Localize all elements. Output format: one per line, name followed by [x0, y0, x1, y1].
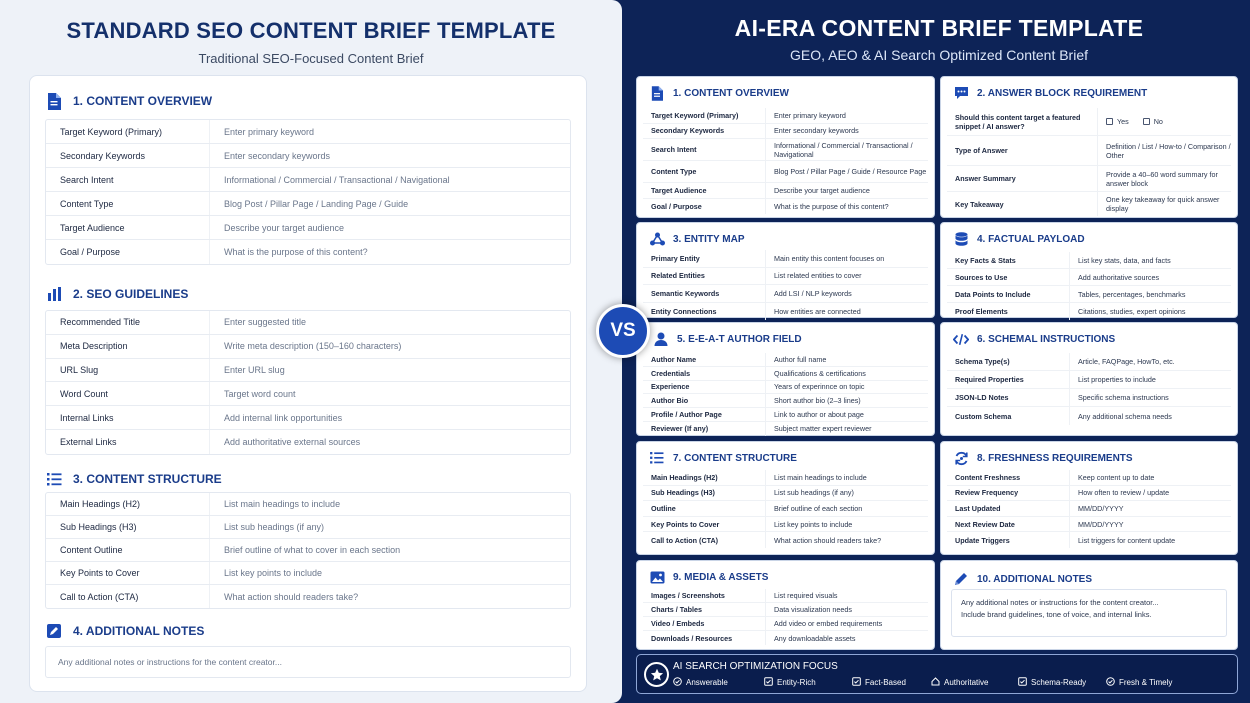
- card-table: [643, 108, 928, 214]
- card-header: [953, 450, 1133, 466]
- row-label: Target Audience: [60, 222, 125, 233]
- section-additional-notes: [45, 622, 204, 640]
- row-input[interactable]: List key stats, data, and facts: [1069, 252, 1231, 268]
- row-label: Recommended Title: [60, 317, 141, 328]
- standard-brief-title: STANDARD SEO CONTENT BRIEF TEMPLATE: [66, 18, 556, 43]
- table-row: [947, 192, 1231, 216]
- row-label: Secondary Keywords: [651, 126, 725, 136]
- row-input[interactable]: Enter primary keyword: [765, 108, 928, 123]
- row-input[interactable]: Brief outline of what to cover in each section: [209, 539, 570, 561]
- row-input[interactable]: List properties to include: [1069, 371, 1231, 388]
- section-content-overview: [45, 92, 212, 110]
- row-label: Schema Type(s): [955, 357, 1010, 366]
- card-title: 5. E-E-A-T AUTHOR FIELD: [677, 333, 802, 345]
- card-content-structure: [636, 441, 935, 555]
- card-table: [947, 252, 1231, 320]
- card-entity-map: [636, 222, 935, 318]
- section-title: 1. CONTENT OVERVIEW: [73, 94, 213, 108]
- row-label: Primary Entity: [651, 253, 700, 263]
- card-title: 10. ADDITIONAL NOTES: [977, 573, 1093, 585]
- row-label: Call to Action (CTA): [60, 591, 139, 602]
- card-title: 3. ENTITY MAP: [673, 233, 745, 245]
- card-table: [947, 470, 1231, 548]
- row-input[interactable]: Enter secondary keywords: [209, 144, 570, 167]
- focus-title: AI SEARCH OPTIMIZATION FOCUS: [673, 661, 838, 672]
- card-eeat-author: [636, 322, 935, 436]
- focus-item: Fresh & Timely: [1106, 677, 1172, 688]
- row-label: Outline: [651, 503, 676, 513]
- row-input[interactable]: Add video or embed requirements: [765, 617, 928, 630]
- row-input[interactable]: One key takeaway for quick answer display: [1097, 192, 1231, 216]
- table-row: [46, 168, 570, 192]
- table-row: [947, 407, 1231, 425]
- row-label: Should this content target a featured snippet / AI answer?: [955, 112, 1081, 131]
- row-input[interactable]: List key points to include: [209, 562, 570, 584]
- row-label: Answer Summary: [955, 174, 1016, 183]
- table-row: [643, 617, 928, 631]
- card-header: [649, 450, 797, 466]
- table-row: [46, 562, 570, 585]
- row-input[interactable]: Add LSI / NLP keywords: [765, 285, 928, 302]
- row-input[interactable]: Informational / Commercial / Transactional / Navigational: [765, 139, 928, 160]
- section-title: 4. ADDITIONAL NOTES: [73, 624, 205, 638]
- row-input[interactable]: What action should readers take?: [765, 532, 928, 548]
- table-row: [643, 486, 928, 502]
- table-row: [46, 430, 570, 454]
- table-row: [46, 311, 570, 335]
- row-label: Content Type: [60, 198, 114, 209]
- table-row: [643, 367, 928, 381]
- row-input[interactable]: Add authoritative external sources: [209, 430, 570, 454]
- check-circle-icon: [1106, 677, 1115, 688]
- table-row: [643, 589, 928, 603]
- table-row: [46, 144, 570, 168]
- table-row: [643, 250, 928, 268]
- row-label: Proof Elements: [955, 307, 1008, 316]
- card-table: [643, 589, 928, 645]
- row-label: Secondary Keywords: [60, 150, 146, 161]
- row-input[interactable]: Citations, studies, expert opinions: [1069, 303, 1231, 320]
- row-label: Content Outline: [60, 545, 123, 555]
- row-input[interactable]: Any downloadable assets: [765, 631, 928, 645]
- row-label: Type of Answer: [955, 146, 1008, 155]
- row-input[interactable]: Years of experinnce on topic: [765, 381, 928, 394]
- table-row: [947, 166, 1231, 192]
- row-input[interactable]: Informational / Commercial / Transactional / Navigational: [209, 168, 570, 191]
- row-label: Review Frequency: [955, 488, 1019, 498]
- table-row: [947, 286, 1231, 303]
- focus-items: [673, 677, 1172, 688]
- table-row: [643, 183, 928, 199]
- network-icon: [649, 231, 665, 247]
- row-label: Key Facts & Stats: [955, 255, 1016, 265]
- row-input[interactable]: Specific schema instructions: [1069, 389, 1231, 406]
- table-row: [947, 532, 1231, 548]
- table-row: [46, 216, 570, 240]
- content-structure-table: [45, 492, 571, 609]
- table-row: [643, 199, 928, 215]
- check-square-icon: [852, 677, 861, 688]
- row-label: Entity Connections: [651, 306, 717, 316]
- row-label: Main Headings (H2): [60, 499, 141, 509]
- row-input[interactable]: Write meta description (150–160 characters): [209, 335, 570, 358]
- vs-badge: VS: [596, 304, 650, 358]
- pencil-icon: [45, 622, 63, 640]
- row-input[interactable]: What is the purpose of this content?: [209, 240, 570, 264]
- card-header: [953, 331, 1115, 347]
- table-row: [643, 161, 928, 183]
- row-label: Video / Embeds: [651, 619, 705, 628]
- table-row: [46, 240, 570, 264]
- row-label: Experience: [651, 382, 690, 392]
- row-input[interactable]: Main entity this content focuses on: [765, 250, 928, 267]
- row-input[interactable]: Tables, percentages, benchmarks: [1069, 286, 1231, 302]
- row-label: External Links: [60, 436, 117, 447]
- table-row: [643, 353, 928, 367]
- row-input[interactable]: Describe your target audience: [209, 216, 570, 239]
- table-row: [947, 470, 1231, 486]
- row-input[interactable]: List sub headings (if any): [765, 486, 928, 501]
- row-label: URL Slug: [60, 364, 99, 375]
- standard-brief-panel: [0, 0, 622, 703]
- row-input[interactable]: MM/DD/YYYY: [1069, 517, 1231, 532]
- seo-guidelines-table: [45, 310, 571, 455]
- row-input[interactable]: Target word count: [209, 382, 570, 405]
- focus-item: Fact-Based: [852, 677, 931, 688]
- table-row: [46, 120, 570, 144]
- row-input[interactable]: How entities are connected: [765, 303, 928, 321]
- row-input[interactable]: How often to review / update: [1069, 486, 1231, 501]
- row-label: Content Type: [651, 167, 697, 176]
- row-label: Goal / Purpose: [60, 247, 121, 257]
- home-icon: [931, 677, 940, 688]
- row-label: Author Name: [651, 354, 697, 364]
- card-header: [953, 571, 1092, 587]
- yes-checkbox[interactable]: Yes: [1106, 117, 1129, 126]
- row-input[interactable]: Blog Post / Pillar Page / Guide / Resource Page: [765, 161, 928, 182]
- card-title: 6. SCHEMAL INSTRUCTIONS: [977, 333, 1116, 345]
- card-table: [643, 353, 928, 436]
- row-label: Custom Schema: [955, 411, 1012, 421]
- table-row: [643, 603, 928, 617]
- table-row: [46, 585, 570, 608]
- standard-brief-subtitle: Traditional SEO-Focused Content Brief: [198, 51, 424, 66]
- table-row: [947, 136, 1231, 166]
- row-label: Sources to Use: [955, 272, 1008, 282]
- row-input[interactable]: What action should readers take?: [209, 585, 570, 608]
- table-row: [643, 108, 928, 124]
- pencil-icon: [953, 571, 969, 587]
- card-schema-instructions: [940, 322, 1238, 436]
- row-label: Charts / Tables: [651, 605, 702, 614]
- row-input[interactable]: What is the purpose of this content?: [765, 199, 928, 215]
- no-checkbox[interactable]: No: [1143, 117, 1163, 126]
- yes-no-options: [1097, 108, 1231, 135]
- row-input[interactable]: Article, FAQPage, HowTo, etc.: [1069, 353, 1231, 370]
- card-title: 7. CONTENT STRUCTURE: [673, 452, 797, 464]
- additional-notes-field[interactable]: [951, 589, 1227, 637]
- row-input[interactable]: List key points to include: [765, 517, 928, 532]
- section-title: 3. CONTENT STRUCTURE: [73, 472, 222, 486]
- table-row: [643, 517, 928, 533]
- table-row: [643, 124, 928, 140]
- table-row: [643, 285, 928, 303]
- focus-item: Entity-Rich: [764, 677, 852, 688]
- row-input[interactable]: Provide a 40–60 word summary for answer block: [1097, 166, 1231, 191]
- row-label: Meta Description: [60, 341, 128, 352]
- row-label: Images / Screenshots: [651, 591, 725, 600]
- check-square-icon: [1018, 677, 1027, 688]
- card-title: 4. FACTUAL PAYLOAD: [977, 233, 1085, 245]
- table-row: [643, 422, 928, 436]
- row-label: Sub Headings (H3): [60, 522, 137, 532]
- row-input[interactable]: Author full name: [765, 353, 928, 366]
- card-header: [953, 231, 1085, 247]
- table-row: [46, 335, 570, 359]
- section-title: 2. SEO GUIDELINES: [73, 287, 189, 301]
- table-row: [643, 268, 928, 286]
- notes-line: Include brand guidelines, tone of voice, and internal links.: [961, 609, 1152, 619]
- table-row: [947, 371, 1231, 389]
- document-icon: [649, 85, 665, 101]
- table-row: [46, 516, 570, 539]
- card-freshness-requirements: [940, 441, 1238, 555]
- row-label: Key Points to Cover: [60, 568, 140, 578]
- table-row: [643, 532, 928, 548]
- table-row: [46, 493, 570, 516]
- focus-item: Authoritative: [931, 677, 1018, 688]
- row-label: Next Review Date: [955, 519, 1015, 529]
- row-label: Call to Action (CTA): [651, 535, 719, 545]
- row-input[interactable]: List sub headings (if any): [209, 516, 570, 538]
- card-additional-notes: [940, 560, 1238, 650]
- ai-search-focus-bar: [636, 654, 1238, 694]
- row-label: Data Points to Include: [955, 289, 1031, 299]
- row-input[interactable]: Any additional schema needs: [1069, 407, 1231, 425]
- card-title: 1. CONTENT OVERVIEW: [673, 87, 789, 99]
- card-table: [643, 250, 928, 320]
- row-label: Key Points to Cover: [651, 519, 720, 529]
- row-input[interactable]: Subject matter expert reviewer: [765, 422, 928, 436]
- focus-item: Answerable: [673, 677, 764, 688]
- ai-brief-title: AI-ERA CONTENT BRIEF TEMPLATE: [734, 15, 1144, 41]
- content-overview-table: [45, 119, 571, 265]
- refresh-icon: [953, 450, 969, 466]
- row-input[interactable]: Qualifications & certifications: [765, 367, 928, 380]
- table-row: [643, 631, 928, 645]
- table-row: [947, 486, 1231, 502]
- table-row: [947, 303, 1231, 320]
- row-label: Content Freshness: [955, 472, 1021, 482]
- row-input[interactable]: Brief outline of each section: [765, 501, 928, 516]
- card-title: 2. ANSWER BLOCK REQUIREMENT: [977, 87, 1148, 99]
- row-label: Semantic Keywords: [651, 288, 720, 298]
- table-row: [46, 406, 570, 430]
- row-label: Search Intent: [651, 145, 697, 154]
- row-label: Credentials: [651, 368, 691, 378]
- bar-chart-icon: [45, 285, 63, 303]
- row-label: Downloads / Resources: [651, 633, 733, 643]
- row-input[interactable]: Describe your target audience: [765, 183, 928, 198]
- additional-notes-field[interactable]: Any additional notes or instructions for the content creator...: [45, 646, 571, 678]
- row-label: Required Properties: [955, 375, 1024, 384]
- list-icon: [45, 470, 63, 488]
- table-row: [947, 501, 1231, 517]
- row-label: Author Bio: [651, 396, 689, 406]
- row-label: Sub Headings (H3): [651, 488, 715, 498]
- row-label: Profile / Author Page: [651, 410, 722, 420]
- table-row: [643, 139, 928, 161]
- standard-brief-card: [29, 75, 587, 692]
- card-media-assets: [636, 560, 935, 650]
- row-input[interactable]: Enter URL slug: [209, 359, 570, 382]
- card-header: [649, 569, 768, 585]
- row-input[interactable]: Enter secondary keywords: [765, 124, 928, 139]
- ai-brief-subtitle: GEO, AEO & AI Search Optimized Content Brief: [789, 47, 1089, 63]
- row-input[interactable]: Blog Post / Pillar Page / Landing Page / Guide: [209, 192, 570, 215]
- table-row: [947, 269, 1231, 286]
- row-label: Word Count: [60, 388, 108, 399]
- row-input[interactable]: Keep content up to date: [1069, 470, 1231, 485]
- card-factual-payload: [940, 222, 1238, 318]
- row-input[interactable]: Short author bio (2–3 lines): [765, 394, 928, 407]
- row-label: Search Intent: [60, 174, 114, 185]
- row-label: Target Keyword (Primary): [60, 126, 163, 137]
- card-title: 9. MEDIA & ASSETS: [673, 571, 769, 583]
- row-input[interactable]: List main headings to include: [765, 470, 928, 485]
- check-square-icon: [764, 677, 773, 688]
- row-input[interactable]: Add authoritative sources: [1069, 269, 1231, 285]
- row-label: JSON-LD Notes: [955, 393, 1009, 402]
- card-header: [653, 331, 802, 347]
- row-input[interactable]: List triggers for content update: [1069, 532, 1231, 548]
- image-icon: [649, 569, 665, 585]
- row-label: Reviewer (If any): [651, 424, 709, 434]
- row-label: Update Triggers: [955, 535, 1010, 545]
- row-label: Target Keyword (Primary): [651, 110, 739, 120]
- database-icon: [953, 231, 969, 247]
- section-content-structure: [45, 470, 222, 488]
- check-circle-icon: [673, 677, 682, 688]
- table-row: [46, 382, 570, 406]
- row-input[interactable]: Data visualization needs: [765, 603, 928, 616]
- user-icon: [653, 331, 669, 347]
- card-table: [643, 470, 928, 548]
- table-row: [643, 470, 928, 486]
- focus-item: Schema-Ready: [1018, 677, 1106, 688]
- table-row: [643, 303, 928, 321]
- row-input[interactable]: Enter suggested title: [209, 311, 570, 334]
- table-row: [46, 192, 570, 216]
- table-row: [947, 517, 1231, 533]
- row-input[interactable]: Definition / List / How-to / Comparison / Other: [1097, 136, 1231, 165]
- row-input[interactable]: List main headings to include: [209, 493, 570, 515]
- card-title: 8. FRESHNESS REQUIREMENTS: [977, 452, 1133, 464]
- code-icon: [953, 331, 969, 347]
- row-input[interactable]: List related entities to cover: [765, 268, 928, 285]
- row-label: Last Updated: [955, 503, 1001, 513]
- row-label: Key Takeaway: [955, 199, 1004, 209]
- row-label: Internal Links: [60, 412, 114, 423]
- card-table: [947, 108, 1231, 216]
- list-icon: [649, 450, 665, 466]
- row-label: Goal / Purpose: [651, 201, 702, 211]
- row-input[interactable]: MM/DD/YYYY: [1069, 501, 1231, 516]
- notes-line: Any additional notes or instructions for the content creator...: [961, 598, 1159, 607]
- row-input[interactable]: Add internal link opportunities: [209, 406, 570, 429]
- document-icon: [45, 92, 63, 110]
- table-row: [643, 394, 928, 408]
- card-header: [649, 231, 745, 247]
- table-row: [947, 353, 1231, 371]
- card-answer-block: [940, 76, 1238, 218]
- table-row: [46, 539, 570, 562]
- row-input[interactable]: Enter primary keyword: [209, 120, 570, 143]
- card-content-overview: [636, 76, 935, 218]
- table-row: [947, 252, 1231, 269]
- row-input[interactable]: List required visuals: [765, 589, 928, 602]
- row-label: Target Audience: [651, 185, 707, 195]
- card-table: [947, 353, 1231, 425]
- table-row: [643, 501, 928, 517]
- row-label: Related Entities: [651, 271, 705, 281]
- table-row: [46, 359, 570, 383]
- table-row: [643, 408, 928, 422]
- table-row: [947, 108, 1231, 136]
- row-label: Main Headings (H2): [651, 472, 718, 482]
- chat-bubble-icon: [953, 85, 969, 101]
- section-seo-guidelines: [45, 285, 188, 303]
- card-header: [953, 85, 1147, 101]
- card-header: [649, 85, 789, 101]
- table-row: [643, 381, 928, 395]
- table-row: [947, 389, 1231, 407]
- star-icon: [644, 662, 669, 687]
- row-input[interactable]: Link to author or about page: [765, 408, 928, 421]
